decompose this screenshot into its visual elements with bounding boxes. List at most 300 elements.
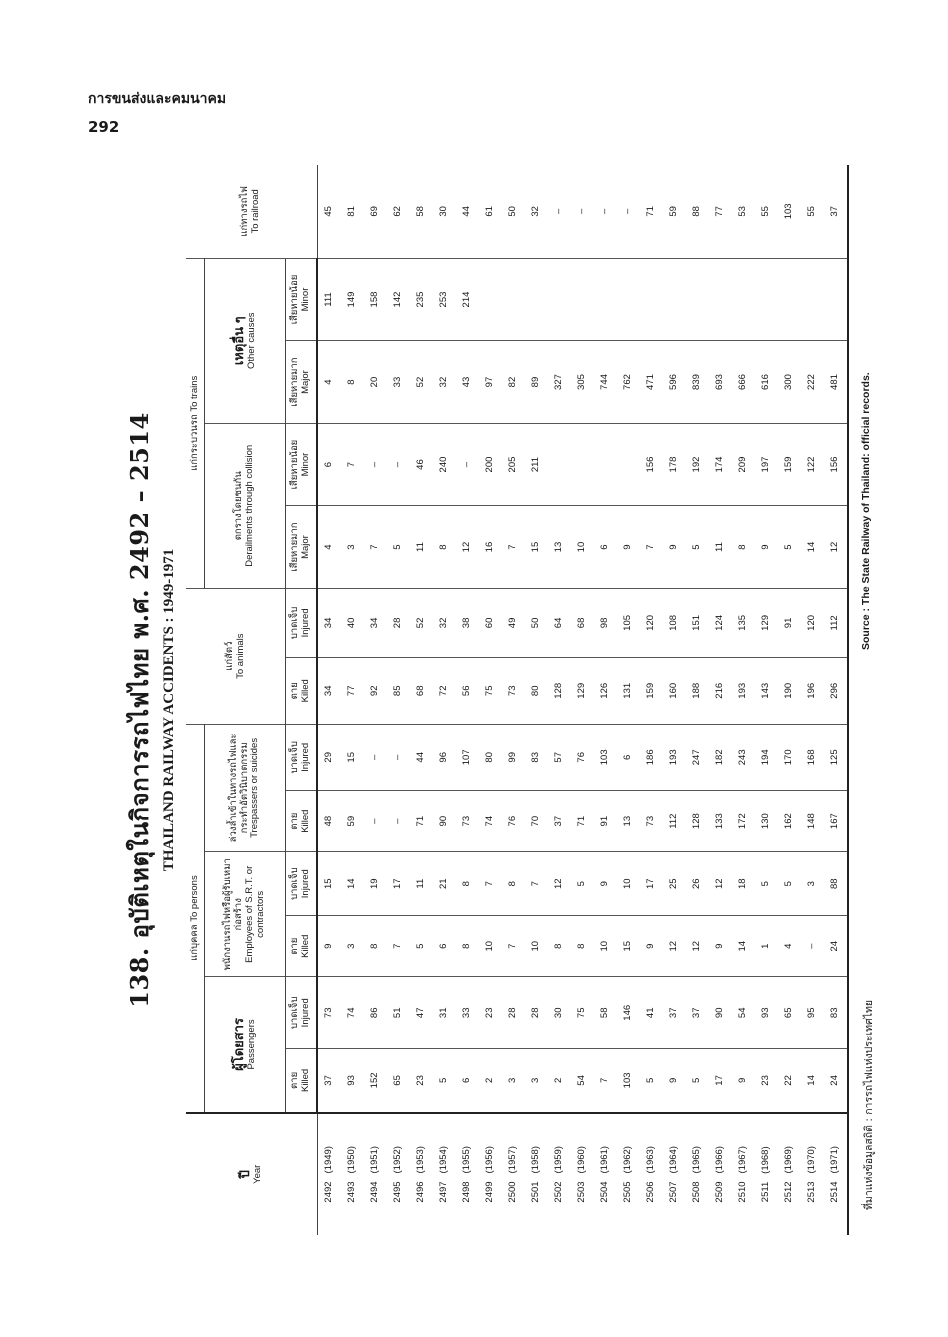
employees-killed-cell: 7 — [387, 916, 410, 977]
animals-killed-cell: 56 — [456, 658, 479, 725]
passengers-injured-cell: 37 — [686, 977, 709, 1049]
animals-injured-cell: 50 — [525, 588, 548, 657]
animals-killed-cell: 75 — [479, 658, 502, 725]
employees-killed-cell: – — [801, 916, 824, 977]
killed-th: ตาย — [289, 682, 301, 700]
animals-killed-cell: 77 — [341, 658, 364, 725]
to-trains-th: แก่กระบวนรถ — [188, 414, 200, 471]
railroad-cell: 58 — [410, 165, 433, 258]
other-major-cell: 305 — [571, 341, 594, 424]
year-be: 2508 — [691, 1181, 703, 1203]
minor-header — [286, 423, 318, 506]
employees-injured-cell: 5 — [571, 852, 594, 916]
trespassers-killed-cell: 130 — [755, 791, 778, 852]
trespassers-injured-cell: 80 — [479, 724, 502, 791]
other-major-cell: 52 — [410, 341, 433, 424]
passengers-injured-cell: 74 — [341, 977, 364, 1049]
railroad-cell: 44 — [456, 165, 479, 258]
injured-en: Injured — [300, 998, 311, 1028]
year-ce: (1958) — [530, 1146, 542, 1174]
railroad-cell: 62 — [387, 165, 410, 258]
railroad-cell: 50 — [502, 165, 525, 258]
passengers-injured-cell: 30 — [548, 977, 571, 1049]
passengers-killed-cell: 5 — [686, 1049, 709, 1113]
year-be: 2510 — [737, 1181, 749, 1203]
major-header — [286, 341, 318, 424]
derailments-en: Derailments through collision — [244, 444, 255, 567]
trespassers-injured-cell: 243 — [732, 724, 755, 791]
year-be: 2511 — [760, 1181, 772, 1203]
other-major-cell: 89 — [525, 341, 548, 424]
railroad-cell: 81 — [341, 165, 364, 258]
table-row — [732, 165, 755, 1235]
trespassers-injured-cell: 83 — [525, 724, 548, 791]
other-minor-cell — [594, 258, 617, 341]
animals-injured-cell: 34 — [364, 588, 387, 657]
animals-injured-cell: 151 — [686, 588, 709, 657]
derailments-major-cell: 4 — [317, 506, 341, 589]
title-thai-text: อุบัติเหตุในกิจการรถไฟไทย พ.ศ. 2492 – 2514 — [125, 412, 154, 939]
trespassers-killed-cell: 48 — [317, 791, 341, 852]
table-body — [317, 165, 848, 1235]
trespassers-injured-cell: 57 — [548, 724, 571, 791]
other-major-cell: 471 — [640, 341, 663, 424]
employees-killed-cell: 10 — [479, 916, 502, 977]
year-cell — [617, 1113, 640, 1235]
table-row — [801, 165, 824, 1235]
employees-killed-cell: 9 — [709, 916, 732, 977]
table-row — [479, 165, 502, 1235]
animals-injured-cell: 49 — [502, 588, 525, 657]
year-ce: (1967) — [737, 1146, 749, 1174]
trespassers-injured-cell: 182 — [709, 724, 732, 791]
injured-en: Injured — [300, 742, 311, 772]
employees-injured-cell: 8 — [502, 852, 525, 916]
year-be: 2504 — [599, 1181, 611, 1203]
trespassers-killed-cell: 172 — [732, 791, 755, 852]
year-be: 2499 — [484, 1181, 496, 1203]
passengers-killed-cell: 22 — [778, 1049, 801, 1113]
passengers-injured-cell: 75 — [571, 977, 594, 1049]
year-cell — [778, 1113, 801, 1235]
derailments-minor-cell: – — [387, 423, 410, 506]
major-en: Major — [300, 535, 311, 559]
minor-en: Minor — [300, 287, 311, 312]
passengers-killed-cell: 3 — [502, 1049, 525, 1113]
table-row — [525, 165, 548, 1235]
derailments-minor-cell: 46 — [410, 423, 433, 506]
employees-injured-cell: 5 — [778, 852, 801, 916]
employees-killed-cell: 6 — [433, 916, 456, 977]
passengers-killed-cell: 152 — [364, 1049, 387, 1113]
year-cell — [341, 1113, 364, 1235]
other-major-cell: 596 — [663, 341, 686, 424]
year-cell — [732, 1113, 755, 1235]
other-major-cell: 839 — [686, 341, 709, 424]
year-cell — [364, 1113, 387, 1235]
year-be: 2502 — [553, 1181, 565, 1203]
year-cell — [686, 1113, 709, 1235]
injured-th: บาดเจ็บ — [289, 741, 301, 774]
other-major-cell: 82 — [502, 341, 525, 424]
major-header — [286, 506, 318, 589]
animals-killed-cell: 143 — [755, 658, 778, 725]
passengers-injured-cell: 58 — [594, 977, 617, 1049]
source-thai: ที่มาแห่งข้อมูลสถิติ : การรถไฟแห่งประเทศไทย — [863, 999, 875, 1210]
animals-killed-cell: 296 — [824, 658, 848, 725]
passengers-injured-cell: 23 — [479, 977, 502, 1049]
table-row — [594, 165, 617, 1235]
employees-killed-cell: 1 — [755, 916, 778, 977]
employees-injured-cell: 10 — [617, 852, 640, 916]
other-major-cell: 222 — [801, 341, 824, 424]
year-be: 2492 — [322, 1181, 334, 1203]
derailments-minor-cell: 7 — [341, 423, 364, 506]
animals-killed-cell: 129 — [571, 658, 594, 725]
trespassers-injured-cell: 29 — [317, 724, 341, 791]
derailments-minor-cell — [594, 423, 617, 506]
other-minor-cell — [525, 258, 548, 341]
injured-header — [286, 588, 318, 657]
animals-injured-cell: 98 — [594, 588, 617, 657]
passengers-injured-cell: 54 — [732, 977, 755, 1049]
major-th: เสียหายมาก — [289, 522, 301, 572]
year-ce: (1963) — [645, 1146, 657, 1174]
killed-th: ตาย — [289, 812, 301, 830]
derailments-minor-cell — [548, 423, 571, 506]
trespassers-killed-cell: 167 — [824, 791, 848, 852]
derailments-major-cell: 8 — [732, 506, 755, 589]
railroad-cell: 59 — [663, 165, 686, 258]
animals-killed-cell: 193 — [732, 658, 755, 725]
passengers-injured-cell: 28 — [525, 977, 548, 1049]
passengers-killed-cell: 37 — [317, 1049, 341, 1113]
to-persons-header — [186, 724, 205, 1113]
trespassers-killed-cell: 70 — [525, 791, 548, 852]
passengers-injured-cell: 146 — [617, 977, 640, 1049]
derailments-major-cell: 14 — [801, 506, 824, 589]
employees-injured-cell: 11 — [410, 852, 433, 916]
railroad-cell: 45 — [317, 165, 341, 258]
animals-killed-cell: 72 — [433, 658, 456, 725]
passengers-injured-cell: 28 — [502, 977, 525, 1049]
trespassers-injured-cell: 103 — [594, 724, 617, 791]
to-persons-th: แก่บุคคล — [188, 924, 200, 961]
trespassers-killed-cell: 133 — [709, 791, 732, 852]
derailments-minor-cell: – — [364, 423, 387, 506]
animals-killed-cell: 73 — [502, 658, 525, 725]
year-ce: (1951) — [369, 1146, 381, 1174]
passengers-killed-cell: 9 — [663, 1049, 686, 1113]
employees-injured-cell: 8 — [456, 852, 479, 916]
employees-killed-cell: 10 — [525, 916, 548, 977]
employees-injured-cell: 14 — [341, 852, 364, 916]
other-minor-cell — [732, 258, 755, 341]
major-en: Major — [300, 370, 311, 394]
year-ce: (1969) — [783, 1146, 795, 1174]
employees-injured-cell: 5 — [755, 852, 778, 916]
other-minor-cell — [801, 258, 824, 341]
killed-header — [286, 1049, 318, 1113]
injured-en: Injured — [300, 869, 311, 899]
employees-injured-cell: 26 — [686, 852, 709, 916]
year-header — [186, 1113, 317, 1235]
to-railroad-th: แก่ทางรถไฟ — [239, 186, 251, 237]
passengers-en: Passengers — [246, 1019, 257, 1070]
railroad-cell: 77 — [709, 165, 732, 258]
animals-killed-cell: 190 — [778, 658, 801, 725]
employees-killed-cell: 3 — [341, 916, 364, 977]
employees-en: Employees of S.R.T. or contractors — [244, 865, 266, 963]
year-ce: (1970) — [806, 1146, 818, 1174]
killed-header — [286, 658, 318, 725]
year-be: 2503 — [576, 1181, 588, 1203]
derailments-major-cell: 15 — [525, 506, 548, 589]
trespassers-injured-cell: 44 — [410, 724, 433, 791]
year-be: 2497 — [438, 1181, 450, 1203]
trespassers-killed-cell: 128 — [686, 791, 709, 852]
other-minor-cell: 111 — [317, 258, 341, 341]
year-cell — [640, 1113, 663, 1235]
employees-killed-cell: 14 — [732, 916, 755, 977]
derailments-major-cell: 7 — [640, 506, 663, 589]
passengers-killed-cell: 9 — [732, 1049, 755, 1113]
derailments-major-cell: 12 — [456, 506, 479, 589]
other-major-cell: 762 — [617, 341, 640, 424]
animals-injured-cell: 112 — [824, 588, 848, 657]
table-row — [456, 165, 479, 1235]
passengers-th: ผู้โดยสาร — [231, 1018, 247, 1071]
railroad-cell: – — [548, 165, 571, 258]
other-minor-cell — [778, 258, 801, 341]
year-be: 2513 — [806, 1181, 818, 1203]
other-major-cell: 666 — [732, 341, 755, 424]
other-major-cell: 481 — [824, 341, 848, 424]
passengers-injured-cell: 31 — [433, 977, 456, 1049]
other-minor-cell — [686, 258, 709, 341]
trespassers-killed-cell: 162 — [778, 791, 801, 852]
derailments-minor-cell: 192 — [686, 423, 709, 506]
animals-killed-cell: 131 — [617, 658, 640, 725]
derailments-minor-cell: 156 — [640, 423, 663, 506]
derailments-major-cell: 9 — [663, 506, 686, 589]
to-animals-th: แก่สัตว์ — [223, 641, 235, 671]
year-cell — [502, 1113, 525, 1235]
trespassers-injured-cell: 6 — [617, 724, 640, 791]
year-be: 2512 — [783, 1181, 795, 1203]
other-major-cell: 33 — [387, 341, 410, 424]
animals-injured-cell: 120 — [801, 588, 824, 657]
year-ce: (1968) — [760, 1146, 772, 1174]
injured-header — [286, 977, 318, 1049]
year-be: 2509 — [714, 1181, 726, 1203]
passengers-injured-cell: 90 — [709, 977, 732, 1049]
trespassers-injured-cell: 247 — [686, 724, 709, 791]
trespassers-header — [205, 724, 286, 852]
injured-header — [286, 724, 318, 791]
derailments-major-cell: 9 — [617, 506, 640, 589]
year-cell — [317, 1113, 341, 1235]
other-minor-cell — [479, 258, 502, 341]
derailments-major-cell: 6 — [594, 506, 617, 589]
railroad-cell: 71 — [640, 165, 663, 258]
trespassers-injured-cell: 125 — [824, 724, 848, 791]
animals-injured-cell: 60 — [479, 588, 502, 657]
other-major-cell: 32 — [433, 341, 456, 424]
employees-injured-cell: 88 — [824, 852, 848, 916]
passengers-killed-cell: 3 — [525, 1049, 548, 1113]
killed-en: Killed — [300, 1068, 311, 1093]
year-cell — [755, 1113, 778, 1235]
year-be: 2506 — [645, 1181, 657, 1203]
minor-header — [286, 258, 318, 341]
trespassers-killed-cell: – — [364, 791, 387, 852]
employees-injured-cell: 7 — [479, 852, 502, 916]
year-cell — [410, 1113, 433, 1235]
title-english: THAILAND RAILWAY ACCIDENTS : 1949-1971 — [161, 548, 177, 872]
passengers-killed-cell: 24 — [824, 1049, 848, 1113]
other-minor-cell: 235 — [410, 258, 433, 341]
table-row — [433, 165, 456, 1235]
year-ce: (1964) — [668, 1146, 680, 1174]
trespassers-injured-cell: 107 — [456, 724, 479, 791]
table-row — [824, 165, 848, 1235]
year-be: 2507 — [668, 1181, 680, 1203]
to-railroad-header — [186, 165, 317, 258]
table-row — [387, 165, 410, 1235]
employees-killed-cell: 8 — [364, 916, 387, 977]
passengers-killed-cell: 23 — [410, 1049, 433, 1113]
injured-en: Injured — [300, 608, 311, 638]
passengers-injured-cell: 93 — [755, 977, 778, 1049]
other-causes-header — [205, 258, 286, 423]
derailments-major-cell: 9 — [755, 506, 778, 589]
passengers-killed-cell: 2 — [548, 1049, 571, 1113]
railroad-cell: 69 — [364, 165, 387, 258]
derailments-minor-cell: 159 — [778, 423, 801, 506]
year-header-th: ปี — [237, 1170, 253, 1179]
derailments-minor-cell: 200 — [479, 423, 502, 506]
passengers-injured-cell: 47 — [410, 977, 433, 1049]
other-minor-cell — [709, 258, 732, 341]
animals-killed-cell: 188 — [686, 658, 709, 725]
passengers-killed-cell: 65 — [387, 1049, 410, 1113]
employees-injured-cell: 17 — [387, 852, 410, 916]
railroad-cell: 55 — [801, 165, 824, 258]
year-cell — [433, 1113, 456, 1235]
year-cell — [663, 1113, 686, 1235]
year-ce: (1956) — [484, 1146, 496, 1174]
animals-injured-cell: 28 — [387, 588, 410, 657]
derailments-major-cell: 5 — [778, 506, 801, 589]
to-persons-en: To persons — [188, 875, 200, 922]
animals-killed-cell: 68 — [410, 658, 433, 725]
year-cell — [387, 1113, 410, 1235]
table-row — [341, 165, 364, 1235]
table-row — [640, 165, 663, 1235]
injured-th: บาดเจ็บ — [289, 996, 301, 1029]
employees-injured-cell: 25 — [663, 852, 686, 916]
railroad-cell: 61 — [479, 165, 502, 258]
year-ce: (1957) — [507, 1146, 519, 1174]
derailments-major-cell: 7 — [502, 506, 525, 589]
employees-injured-cell: 21 — [433, 852, 456, 916]
employees-killed-cell: 12 — [663, 916, 686, 977]
employees-killed-cell: 10 — [594, 916, 617, 977]
animals-injured-cell: 105 — [617, 588, 640, 657]
derailments-major-cell: 16 — [479, 506, 502, 589]
year-header-en: Year — [252, 1164, 264, 1184]
passengers-injured-cell: 73 — [317, 977, 341, 1049]
railroad-cell: 88 — [686, 165, 709, 258]
trespassers-injured-cell: 193 — [663, 724, 686, 791]
railroad-cell: 103 — [778, 165, 801, 258]
animals-killed-cell: 92 — [364, 658, 387, 725]
passengers-injured-cell: 51 — [387, 977, 410, 1049]
trespassers-en: Trespassers or suicides — [249, 737, 261, 838]
table-title — [120, 210, 178, 1210]
derailments-major-cell: 5 — [387, 506, 410, 589]
trespassers-injured-cell: 170 — [778, 724, 801, 791]
other-major-cell: 744 — [594, 341, 617, 424]
derailments-minor-cell: 178 — [663, 423, 686, 506]
animals-injured-cell: 135 — [732, 588, 755, 657]
animals-killed-cell: 126 — [594, 658, 617, 725]
trespassers-killed-cell: 91 — [594, 791, 617, 852]
trespassers-killed-cell: 71 — [571, 791, 594, 852]
passengers-injured-cell: 33 — [456, 977, 479, 1049]
year-cell — [571, 1113, 594, 1235]
passengers-killed-cell: 6 — [456, 1049, 479, 1113]
killed-en: Killed — [300, 679, 311, 703]
table-row — [617, 165, 640, 1235]
killed-en: Killed — [300, 934, 311, 958]
injured-th: บาดเจ็บ — [289, 867, 301, 900]
year-ce: (1971) — [829, 1146, 841, 1174]
employees-th: พนักงานรถไฟหรือผู้รับเหมาก่อสร้าง — [222, 858, 245, 971]
derailments-minor-cell: 156 — [824, 423, 848, 506]
killed-header — [286, 916, 318, 977]
trespassers-killed-cell: 73 — [456, 791, 479, 852]
title-thai — [120, 210, 159, 1210]
year-cell — [525, 1113, 548, 1235]
derailments-header — [205, 423, 286, 588]
year-be: 2494 — [369, 1181, 381, 1203]
to-trains-en: To trains — [188, 375, 200, 412]
derailments-major-cell: 13 — [548, 506, 571, 589]
derailments-minor-cell: 209 — [732, 423, 755, 506]
employees-killed-cell: 9 — [317, 916, 341, 977]
passengers-killed-cell: 23 — [755, 1049, 778, 1113]
employees-killed-cell: 15 — [617, 916, 640, 977]
animals-injured-cell: 108 — [663, 588, 686, 657]
derailments-major-cell: 11 — [709, 506, 732, 589]
derailments-minor-cell: 240 — [433, 423, 456, 506]
other-minor-cell — [755, 258, 778, 341]
other-major-cell: 327 — [548, 341, 571, 424]
animals-killed-cell: 128 — [548, 658, 571, 725]
year-be: 2496 — [415, 1181, 427, 1203]
passengers-header — [205, 977, 286, 1113]
animals-injured-cell: 52 — [410, 588, 433, 657]
table-number: 138. — [125, 947, 154, 1008]
to-animals-header — [186, 588, 286, 724]
railroad-cell: – — [571, 165, 594, 258]
employees-killed-cell: 8 — [548, 916, 571, 977]
trespassers-injured-cell: – — [387, 724, 410, 791]
other-causes-en: Other causes — [246, 312, 257, 370]
passengers-injured-cell: 65 — [778, 977, 801, 1049]
